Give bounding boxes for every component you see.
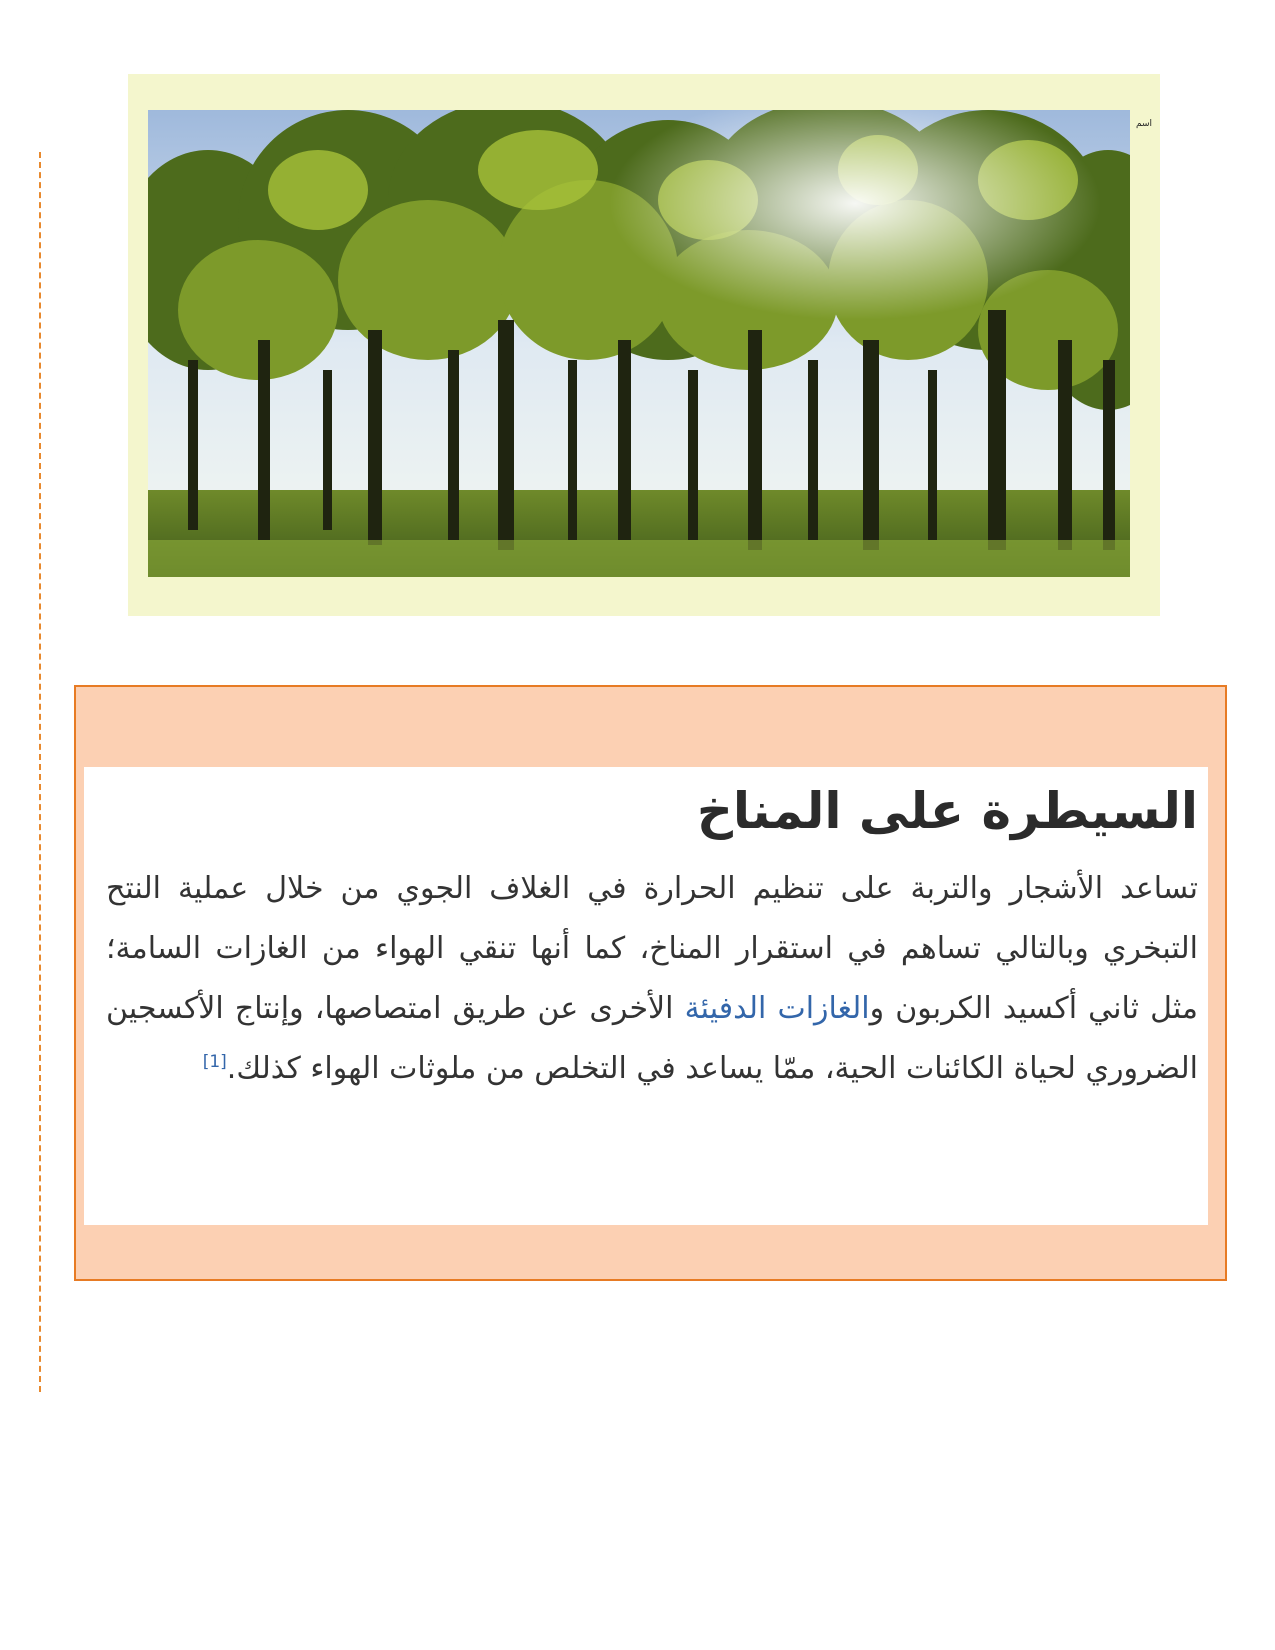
greenhouse-gases-link[interactable]: الغازات الدفيئة (684, 991, 870, 1026)
citation-link[interactable]: [1] (202, 1052, 227, 1072)
section-body (106, 859, 1198, 1099)
image-caption: اسم (1136, 119, 1153, 129)
section-card (84, 767, 1208, 1225)
margin-dashed-rule (39, 152, 41, 1392)
forest-photo (148, 110, 1130, 577)
section-body-part1: تساعد الأشجار والتربة على تنظيم الحرارة في الغلاف الجوي من خلال عملية النتح التبخري وبالتالي تساهم في استقرار المناخ، كما أنها تنقي الهواء من الغازات السامة؛ مثل ثاني أكسيد الكربون و (106, 871, 1198, 1026)
section-body-part2: الأخرى عن طريق امتصاصها، وإنتاج الأكسجين الضروري لحياة الكائنات الحية، ممّا يساعد في التخلص من ملوثات الهواء كذلك. (106, 991, 1198, 1086)
section-heading: السيطرة على المناخ (696, 782, 1198, 840)
